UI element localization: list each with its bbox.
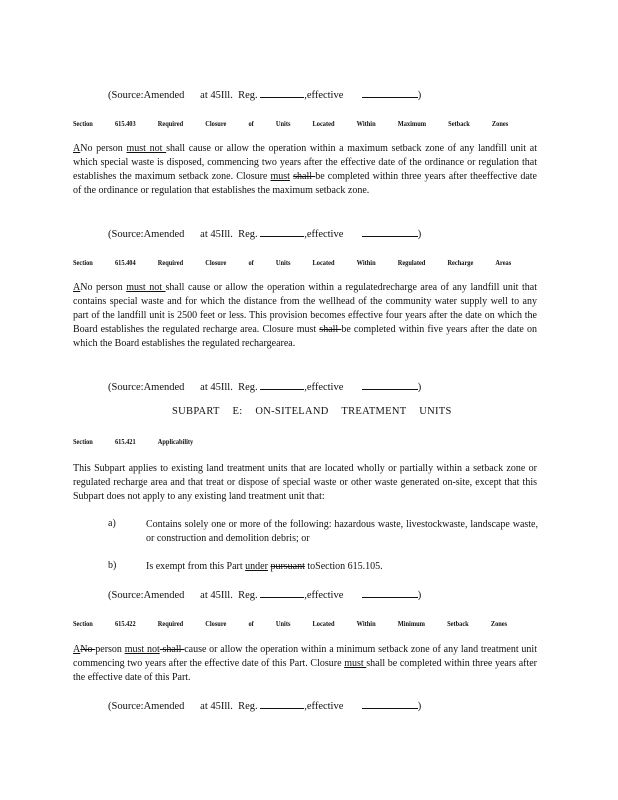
section-615-403-text: ANo person must not shall cause or allow the operation within a maximum setback zone of any landfill unit at which special waste is disposed, commencing two years after the effective date of the ordinance or regulation that establishes the maximum setback zone. Closure must shall be completed within three years after theeffective date of the ordinance or regulation that establishes the maximum setback zone. — [73, 143, 537, 196]
date-blank — [362, 88, 418, 98]
subpart-title: SUBPART E: ON-SITELAND TREATMENT UNITS — [172, 406, 452, 417]
section-615-422-text: ANo person must not shall cause or allow the operation within a minimum setback zone of any land treatment unit commencing two years after the effective date of this Part. Closure must shall be completed within three years after the effective date of this Part. — [73, 644, 538, 683]
reg-blank — [260, 88, 304, 98]
source-note: (Source:Amended at 45Ill. Reg. ,effective ) — [108, 701, 422, 712]
list-item-label: b) — [108, 560, 117, 571]
section-heading-615-421: Section 615.421 Applicability — [73, 437, 194, 446]
section-heading-615-403: Section 615.403 Required Closure of Units Located Within Maximum Setback Zones — [73, 119, 509, 128]
list-item-label: a) — [108, 518, 116, 529]
source-note — [108, 88, 421, 101]
source-note: (Source:Amended at 45Ill. Reg. ,effective ) — [108, 382, 422, 393]
source-reg: at 45Ill. Reg. — [200, 90, 258, 101]
section-615-404-text: ANo person must not shall cause or allow the operation within a regulatedrecharge area of any landfill unit that contains special waste and for which the distance from the wellhead of the community water supply well to any part of the landfill unit is 2500 feet or less. This provision becomes effective four years after the date on which the Board establishes the regulated recharge area. Closure must shall be completed within five years after the date on which the Board establishes the regulated rechargearea. — [73, 282, 537, 349]
source-prefix: (Source:Amended — [108, 90, 185, 101]
list-item-text: Contains solely one or more of the following: hazardous waste, livestockwaste, landscape waste, or construction and demolition debris; or — [146, 519, 538, 544]
section-615-421-text: This Subpart applies to existing land treatment units that are located wholly or partially within a setback zone or regulated recharge area and that treat or dispose of special waste or other waste generated on-site, except that this Subpart does not apply to any existing land treatment unit that: — [73, 463, 537, 502]
source-note: (Source:Amended at 45Ill. Reg. ,effective ) — [108, 229, 422, 240]
section-heading-615-422: Section 615.422 Required Closure of Units Located Within Minimum Setback Zones — [73, 619, 508, 628]
source-effective: ,effective — [304, 90, 344, 101]
section-heading-615-404: Section 615.404 Required Closure of Units Located Within Regulated Recharge Areas — [73, 258, 512, 267]
source-close: ) — [417, 90, 422, 101]
source-note: (Source:Amended at 45Ill. Reg. ,effective ) — [108, 590, 422, 601]
list-item-text: Is exempt from this Part under pursuant toSection 615.105. — [146, 561, 383, 572]
